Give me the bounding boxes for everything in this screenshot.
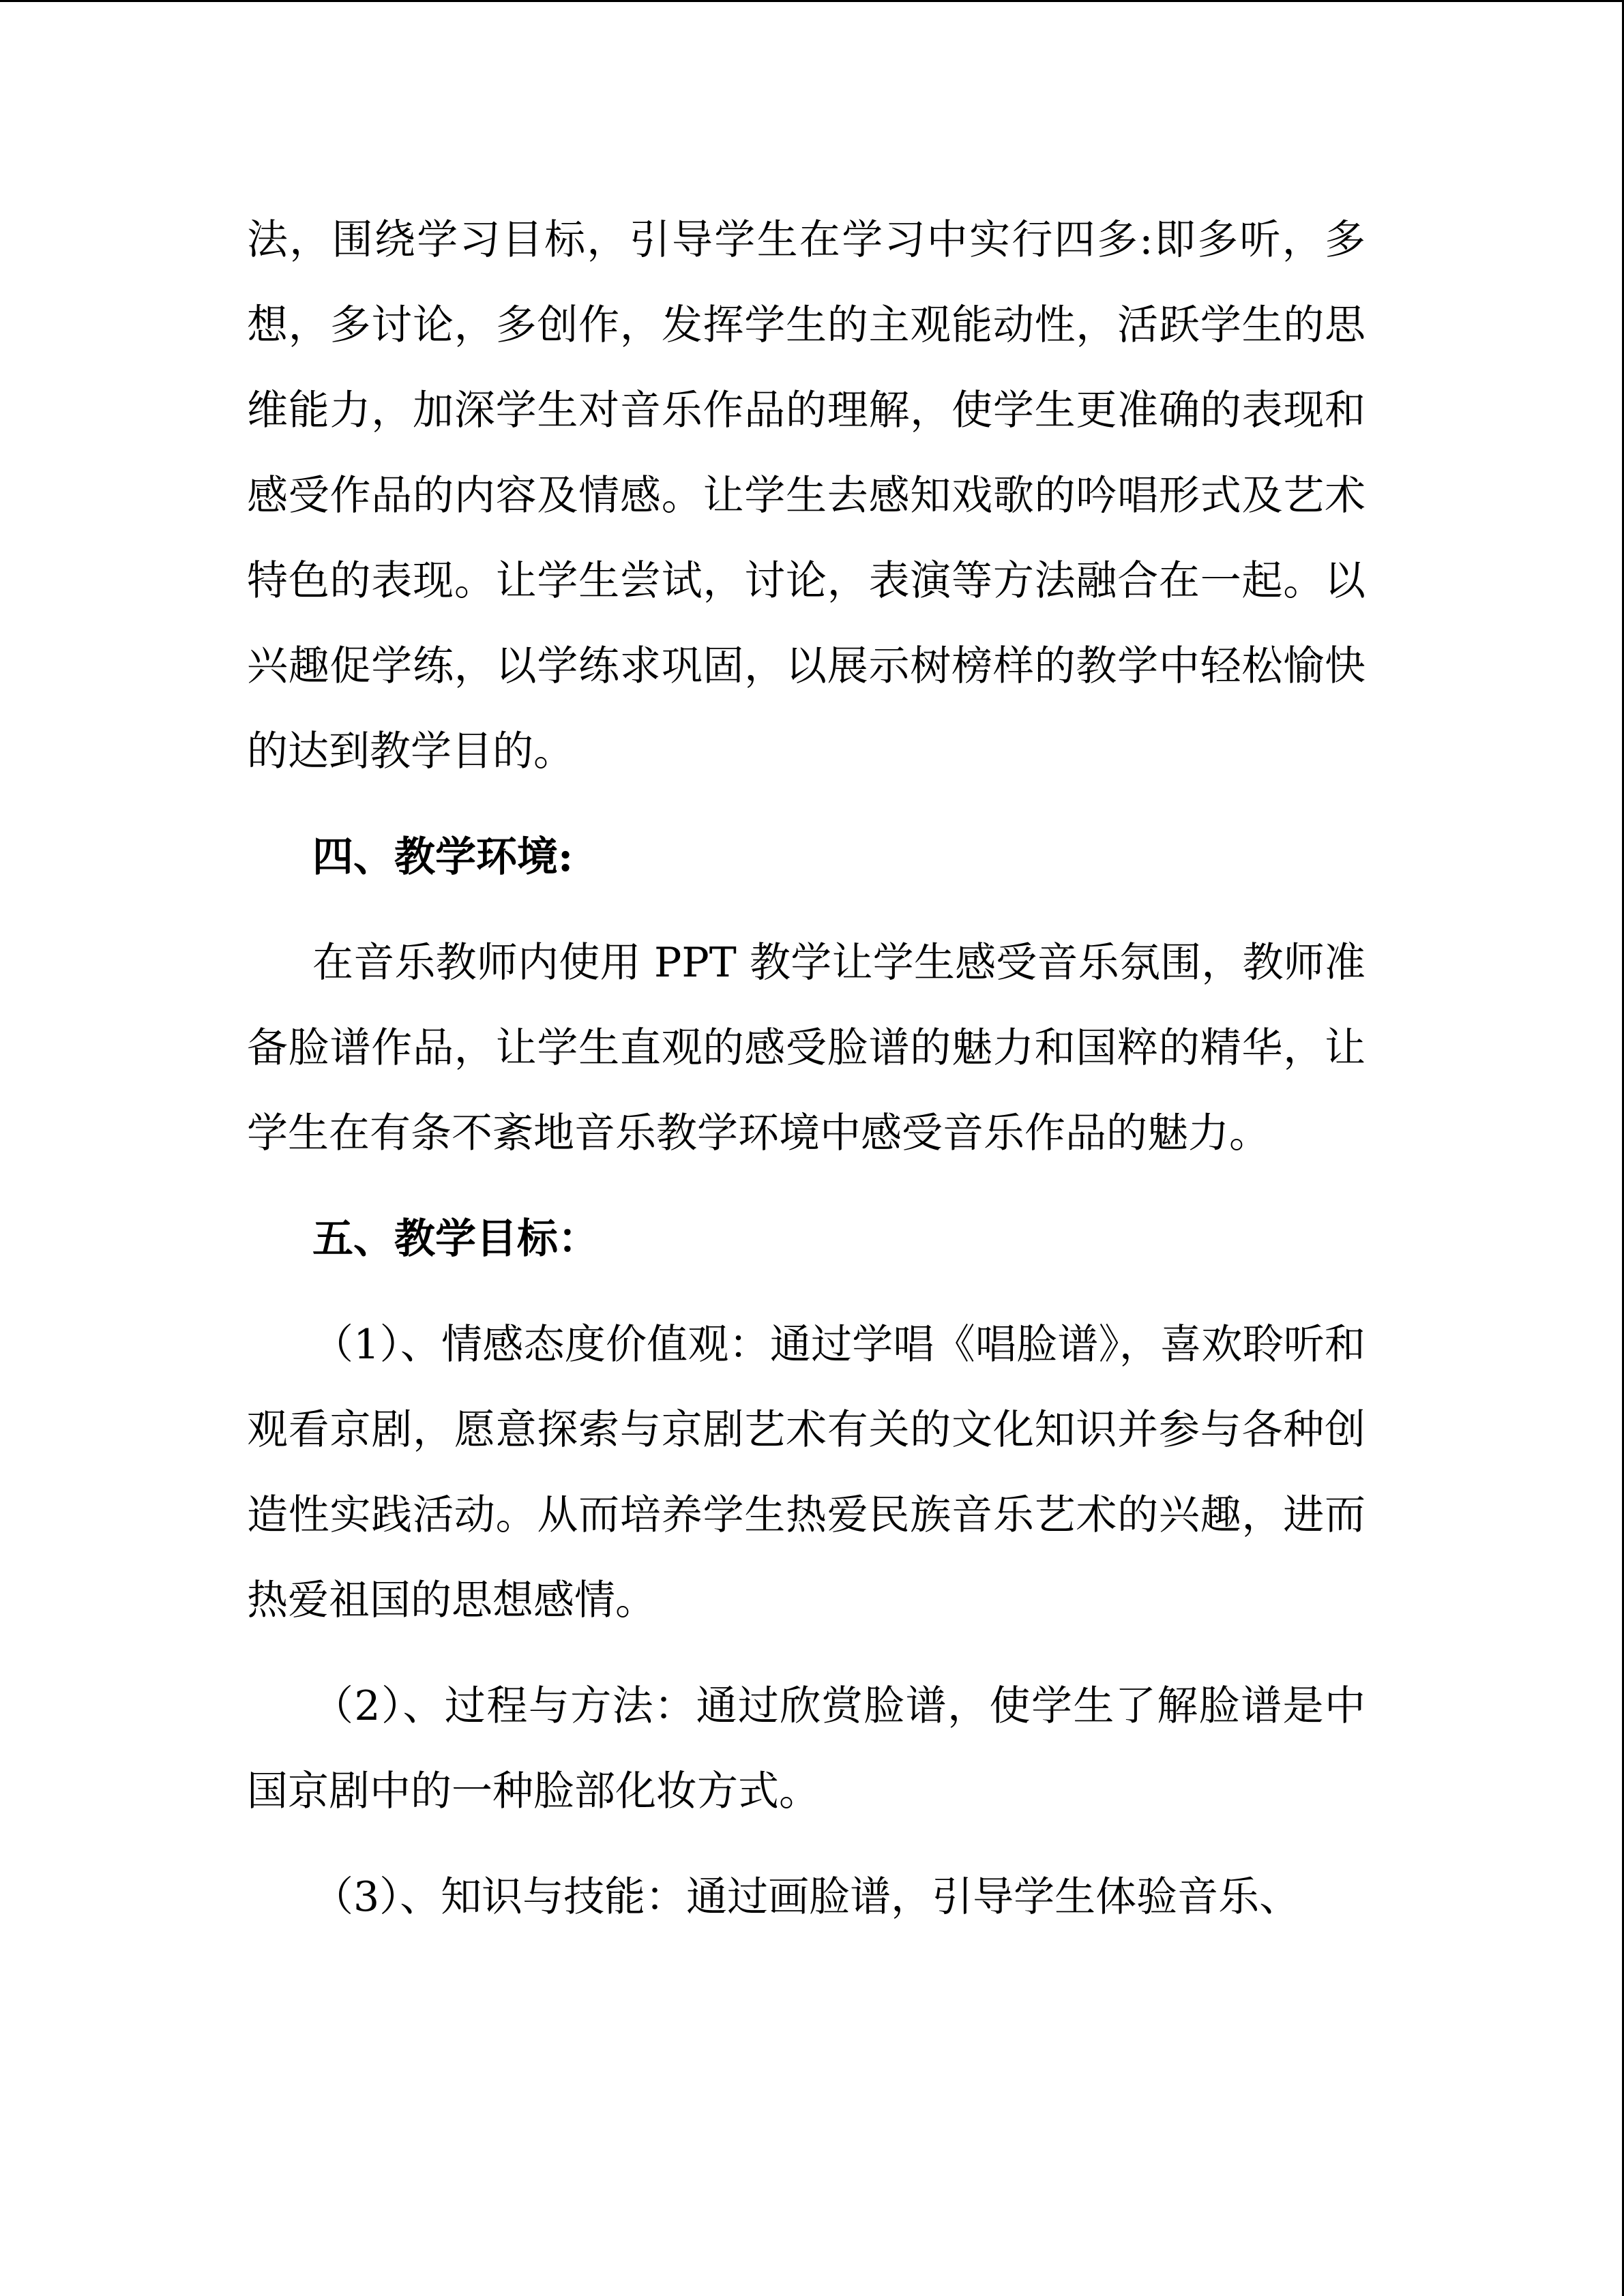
objective-item-2: （2）、过程与方法：通过欣赏脸谱，使学生了解脸谱是中国京剧中的一种脸部化妆方式。 bbox=[247, 1682, 1365, 1815]
page-top-border bbox=[0, 0, 1624, 2]
section-4-paragraph: 在音乐教师内使用 PPT 教学让学生感受音乐氛围，教师准备脸谱作品，让学生直观的感受脸谱的魅力和国粹的精华，让学生在有条不紊地音乐教学环境中感受音乐作品的魅力。 bbox=[247, 939, 1365, 1157]
section-4-heading: 四、教学环境: bbox=[312, 833, 574, 881]
objective-item-3: （3）、知识与技能：通过画脸谱，引导学生体验音乐、 bbox=[312, 1873, 1301, 1921]
section-5-heading: 五、教学目标： bbox=[312, 1215, 599, 1263]
document-body bbox=[247, 198, 1365, 1940]
intro-paragraph: 法，围绕学习目标，引导学生在学习中实行四多:即多听，多想，多讨论，多创作，发挥学生的主观能动性，活跃学生的思维能力，加深学生对音乐作品的理解，使学生更准确的表现和感受作品的内容及情感。让学生去感知戏歌的吟唱形式及艺术特色的表现。让学生尝试，讨论，表演等方法融合在一起。以兴趣促学练，以学练求巩固，以展示树榜样的教学中轻松愉快的达到教学目的。 bbox=[247, 216, 1365, 775]
objective-item-1: （1）、情感态度价值观：通过学唱《唱脸谱》，喜欢聆听和观看京剧，愿意探索与京剧艺术有关的文化知识并参与各种创造性实践活动。从而培养学生热爱民族音乐艺术的兴趣，进而热爱祖国的思想感情。 bbox=[247, 1321, 1365, 1624]
